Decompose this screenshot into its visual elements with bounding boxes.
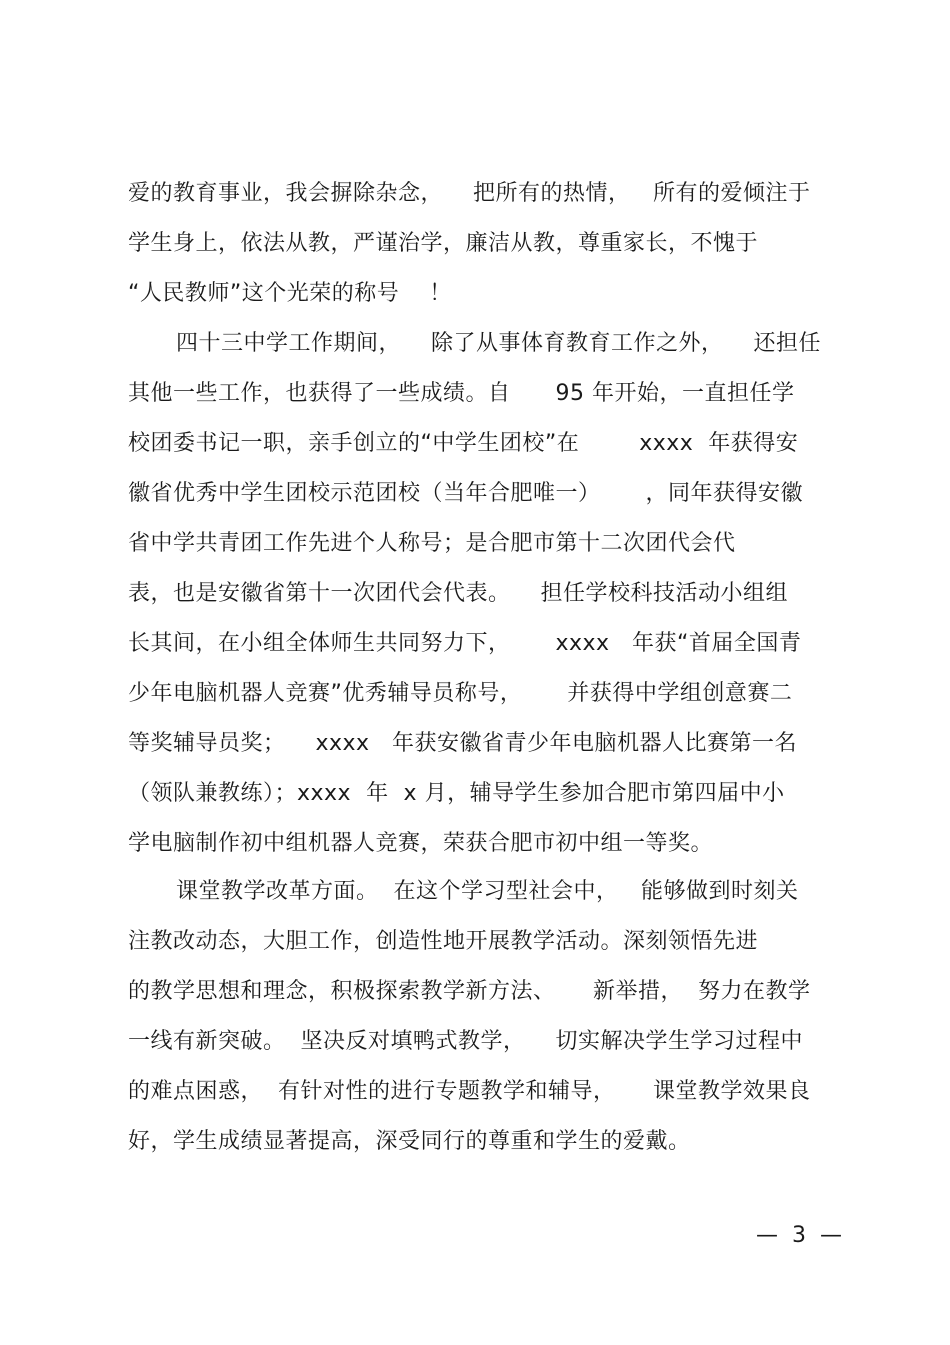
text-line-7: 徽省优秀中学生团校示范团校（当年合肥唯一） ，同年获得安徽: [128, 481, 803, 506]
text-line-5: 其他一些工作，也获得了一些成绩。自 95 年开始，一直担任学: [128, 381, 795, 406]
text-line-15: 课堂教学改革方面。 在这个学习型社会中， 能够做到时刻关: [176, 879, 799, 904]
text-line-13: （领队兼教练）；xxxx 年 x 月，辅导学生参加合肥市第四届中小: [128, 781, 785, 806]
text-line-14: 学电脑制作初中组机器人竞赛，荣获合肥市初中组一等奖。: [128, 831, 714, 856]
text-line-11: 少年电脑机器人竞赛”优秀辅导员称号， 并获得中学组创意赛二: [128, 681, 793, 706]
text-line-16: 注教改动态，大胆工作，创造性地开展教学活动。深刻领悟先进: [128, 929, 759, 954]
text-line-18: 一线有新突破。 坚决反对填鸭式教学， 切实解决学生学习过程中: [128, 1029, 803, 1054]
text-line-17: 的教学思想和理念，积极探索教学新方法、 新举措， 努力在教学: [128, 979, 811, 1004]
text-line-6: 校团委书记一职，亲手创立的“中学生团校”在 xxxx 年获得安: [128, 431, 799, 456]
text-line-10: 长其间，在小组全体师生共同努力下， xxxx 年获“首届全国青: [128, 631, 802, 656]
text-line-9: 表，也是安徽省第十一次团代会代表。 担任学校科技活动小组组: [128, 581, 788, 606]
text-line-4: 四十三中学工作期间， 除了从事体育教育工作之外， 还担任: [176, 331, 821, 356]
text-line-12: 等奖辅导员奖； xxxx 年获安徽省青少年电脑机器人比赛第一名: [128, 731, 798, 756]
text-line-8: 省中学共青团工作先进个人称号；是合肥市第十二次团代会代: [128, 531, 736, 556]
text-line-19: 的难点困惑， 有针对性的进行专题教学和辅导， 课堂教学效果良: [128, 1079, 811, 1104]
text-line-20: 好，学生成绩显著提高，深受同行的尊重和学生的爱戴。: [128, 1129, 691, 1154]
text-line-3: “人民教师”这个光荣的称号 ！: [128, 281, 452, 306]
page-number: — 3 —: [756, 1223, 842, 1248]
text-line-2: 学生身上，依法从教，严谨治学，廉洁从教，尊重家长，不愧于: [128, 231, 759, 256]
text-line-1: 爱的教育事业，我会摒除杂念， 把所有的热情， 所有的爱倾注于: [128, 181, 811, 206]
